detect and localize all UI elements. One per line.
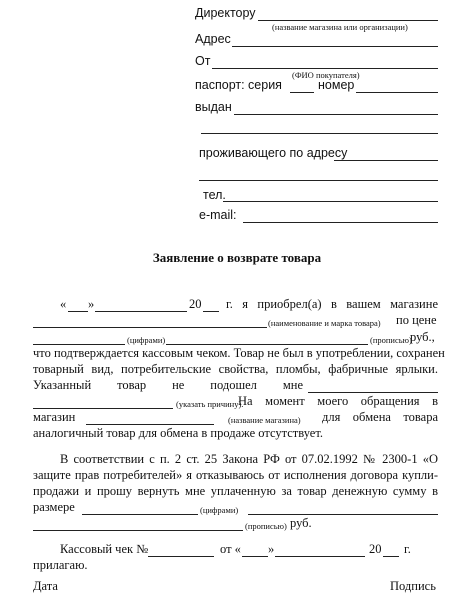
reason-field[interactable] — [308, 392, 438, 393]
p1-price-text: по цене — [396, 313, 437, 327]
refund-words-field[interactable] — [248, 514, 438, 515]
p3-from-text: от « — [220, 542, 241, 556]
p2-line3: продажи и прошу вернуть мне уплаченную за товар денежную сумму в — [33, 484, 438, 498]
store-name-field[interactable] — [86, 424, 214, 425]
product-name-field[interactable] — [33, 327, 267, 328]
receipt-month-field[interactable] — [275, 556, 365, 557]
issued-label: выдан — [195, 100, 232, 114]
p3-line2: прилагаю. — [33, 558, 88, 572]
signature-label: Подпись — [390, 579, 436, 593]
passport-number-field[interactable] — [356, 92, 438, 93]
phone-label: тел. — [203, 188, 226, 202]
email-field[interactable] — [243, 222, 438, 223]
p1-quote-open: « — [60, 297, 67, 311]
refund-words-field-2[interactable] — [33, 530, 243, 531]
residing-label: проживающего по адресу — [199, 146, 348, 160]
product-name-hint: (наименование и марка товара) — [268, 318, 381, 328]
p2-line1: В соответствии с п. 2 ст. 25 Закона РФ от 07.02.1992 № 2300-1 «О — [60, 452, 438, 466]
p1-line6-text: Указанный товар не подошел мне — [33, 378, 303, 392]
p2-amount-label: размере — [33, 500, 75, 514]
price-digits-field[interactable] — [33, 344, 125, 345]
p1-quote-close: » — [88, 297, 95, 311]
p2-line2: защите прав потребителей» я отказываюсь от исполнения договора купли- — [33, 468, 438, 482]
director-field[interactable] — [258, 20, 438, 21]
director-hint: (название магазина или организации) — [272, 22, 408, 32]
passport-series-field[interactable] — [290, 92, 314, 93]
p1-rub-text: руб., — [410, 330, 435, 344]
date-label: Дата — [33, 579, 58, 593]
p1-store-label: магазин — [33, 410, 76, 424]
purchase-year-field[interactable] — [203, 311, 219, 312]
price-words-field[interactable] — [166, 344, 368, 345]
address-label: Адрес — [195, 32, 231, 46]
price-digits-hint: (цифрами) — [127, 335, 166, 345]
issued-field-2[interactable] — [201, 133, 438, 134]
p1-line8-text: для обмена товара — [322, 410, 438, 424]
p1-line7-text: На момент моего обращения в — [238, 394, 438, 408]
director-label: Директору — [195, 6, 256, 20]
issued-field[interactable] — [234, 114, 438, 115]
purchase-month-field[interactable] — [95, 311, 187, 312]
from-field[interactable] — [212, 68, 438, 69]
price-words-hint: (прописью) — [370, 335, 412, 345]
document-title: Заявление о возврате товара — [152, 250, 322, 265]
from-hint: (ФИО покупателя) — [292, 70, 360, 80]
residing-field-2[interactable] — [199, 180, 438, 181]
residing-field[interactable] — [334, 160, 438, 161]
passport-series-label: паспорт: серия — [195, 78, 282, 92]
receipt-year-field[interactable] — [383, 556, 399, 557]
from-label: От — [195, 54, 211, 68]
store-name-hint: (название магазина) — [228, 415, 301, 425]
p1-line4: что подтверждается кассовым чеком. Товар не был в употреблении, сохранен — [33, 346, 445, 360]
p3-g-text: г. — [404, 542, 411, 556]
p1-line5: товарный вид, потребительские свойства, пломбы, фабричные ярлыки. — [33, 362, 438, 376]
purchase-day-field[interactable] — [68, 311, 88, 312]
phone-field[interactable] — [223, 201, 438, 202]
p1-line1-text: г. я приобрел(а) в вашем магазине — [226, 297, 438, 311]
receipt-number-field[interactable] — [148, 556, 214, 557]
refund-digits-field[interactable] — [82, 514, 198, 515]
email-label: e-mail: — [199, 208, 237, 222]
p1-line9: аналогичный товар для обмена в продаже отсутствует. — [33, 426, 324, 440]
p3-year-prefix: 20 — [369, 542, 382, 556]
refund-words-hint: (прописью) — [245, 521, 287, 531]
refund-digits-hint: (цифрами) — [200, 505, 239, 515]
reason-hint: (указать причину). — [176, 399, 244, 409]
receipt-day-field[interactable] — [242, 556, 268, 557]
p2-rub-text: руб. — [290, 516, 312, 530]
passport-number-label: номер — [318, 78, 355, 92]
reason-field-2[interactable] — [33, 408, 173, 409]
p3-receipt-label: Кассовый чек № — [60, 542, 149, 556]
address-field[interactable] — [232, 46, 438, 47]
p1-year-prefix: 20 — [189, 297, 202, 311]
p3-quote-close: » — [268, 542, 275, 556]
